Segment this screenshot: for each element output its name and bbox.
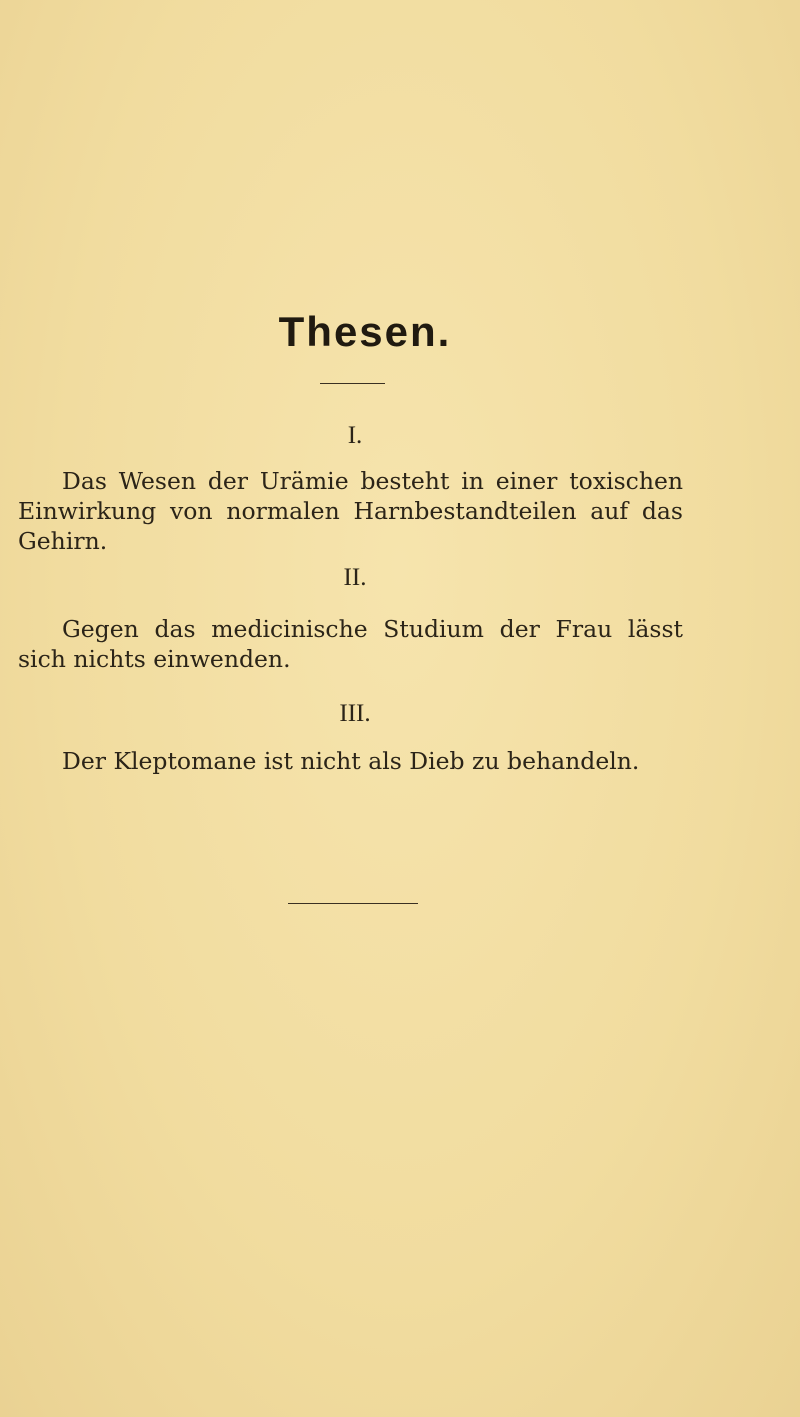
thesis-3-text <box>18 746 683 776</box>
thesis-1-numeral: I. <box>347 422 363 449</box>
closing-divider <box>288 903 418 904</box>
thesis-3-line-1: Der Kleptomane ist nicht als Dieb zu behandeln. <box>62 747 640 775</box>
thesis-3-numeral: III. <box>339 700 371 727</box>
thesis-1-line-3: Gehirn. <box>18 527 108 555</box>
page-title: Thesen. <box>278 308 452 355</box>
thesis-1-text <box>18 466 683 556</box>
thesis-2-numeral: II. <box>343 564 367 591</box>
thesis-2-line-1: Gegen das medicinische Studium der Frau lässt <box>62 615 683 643</box>
title-divider <box>320 383 385 384</box>
thesis-1-line-2: Einwirkung von normalen Harnbestandteilen auf das <box>18 497 683 525</box>
thesis-2-text <box>18 614 683 674</box>
thesis-1-line-1: Das Wesen der Urämie besteht in einer toxischen <box>62 467 683 495</box>
thesis-2-line-2: sich nichts einwenden. <box>18 645 291 673</box>
